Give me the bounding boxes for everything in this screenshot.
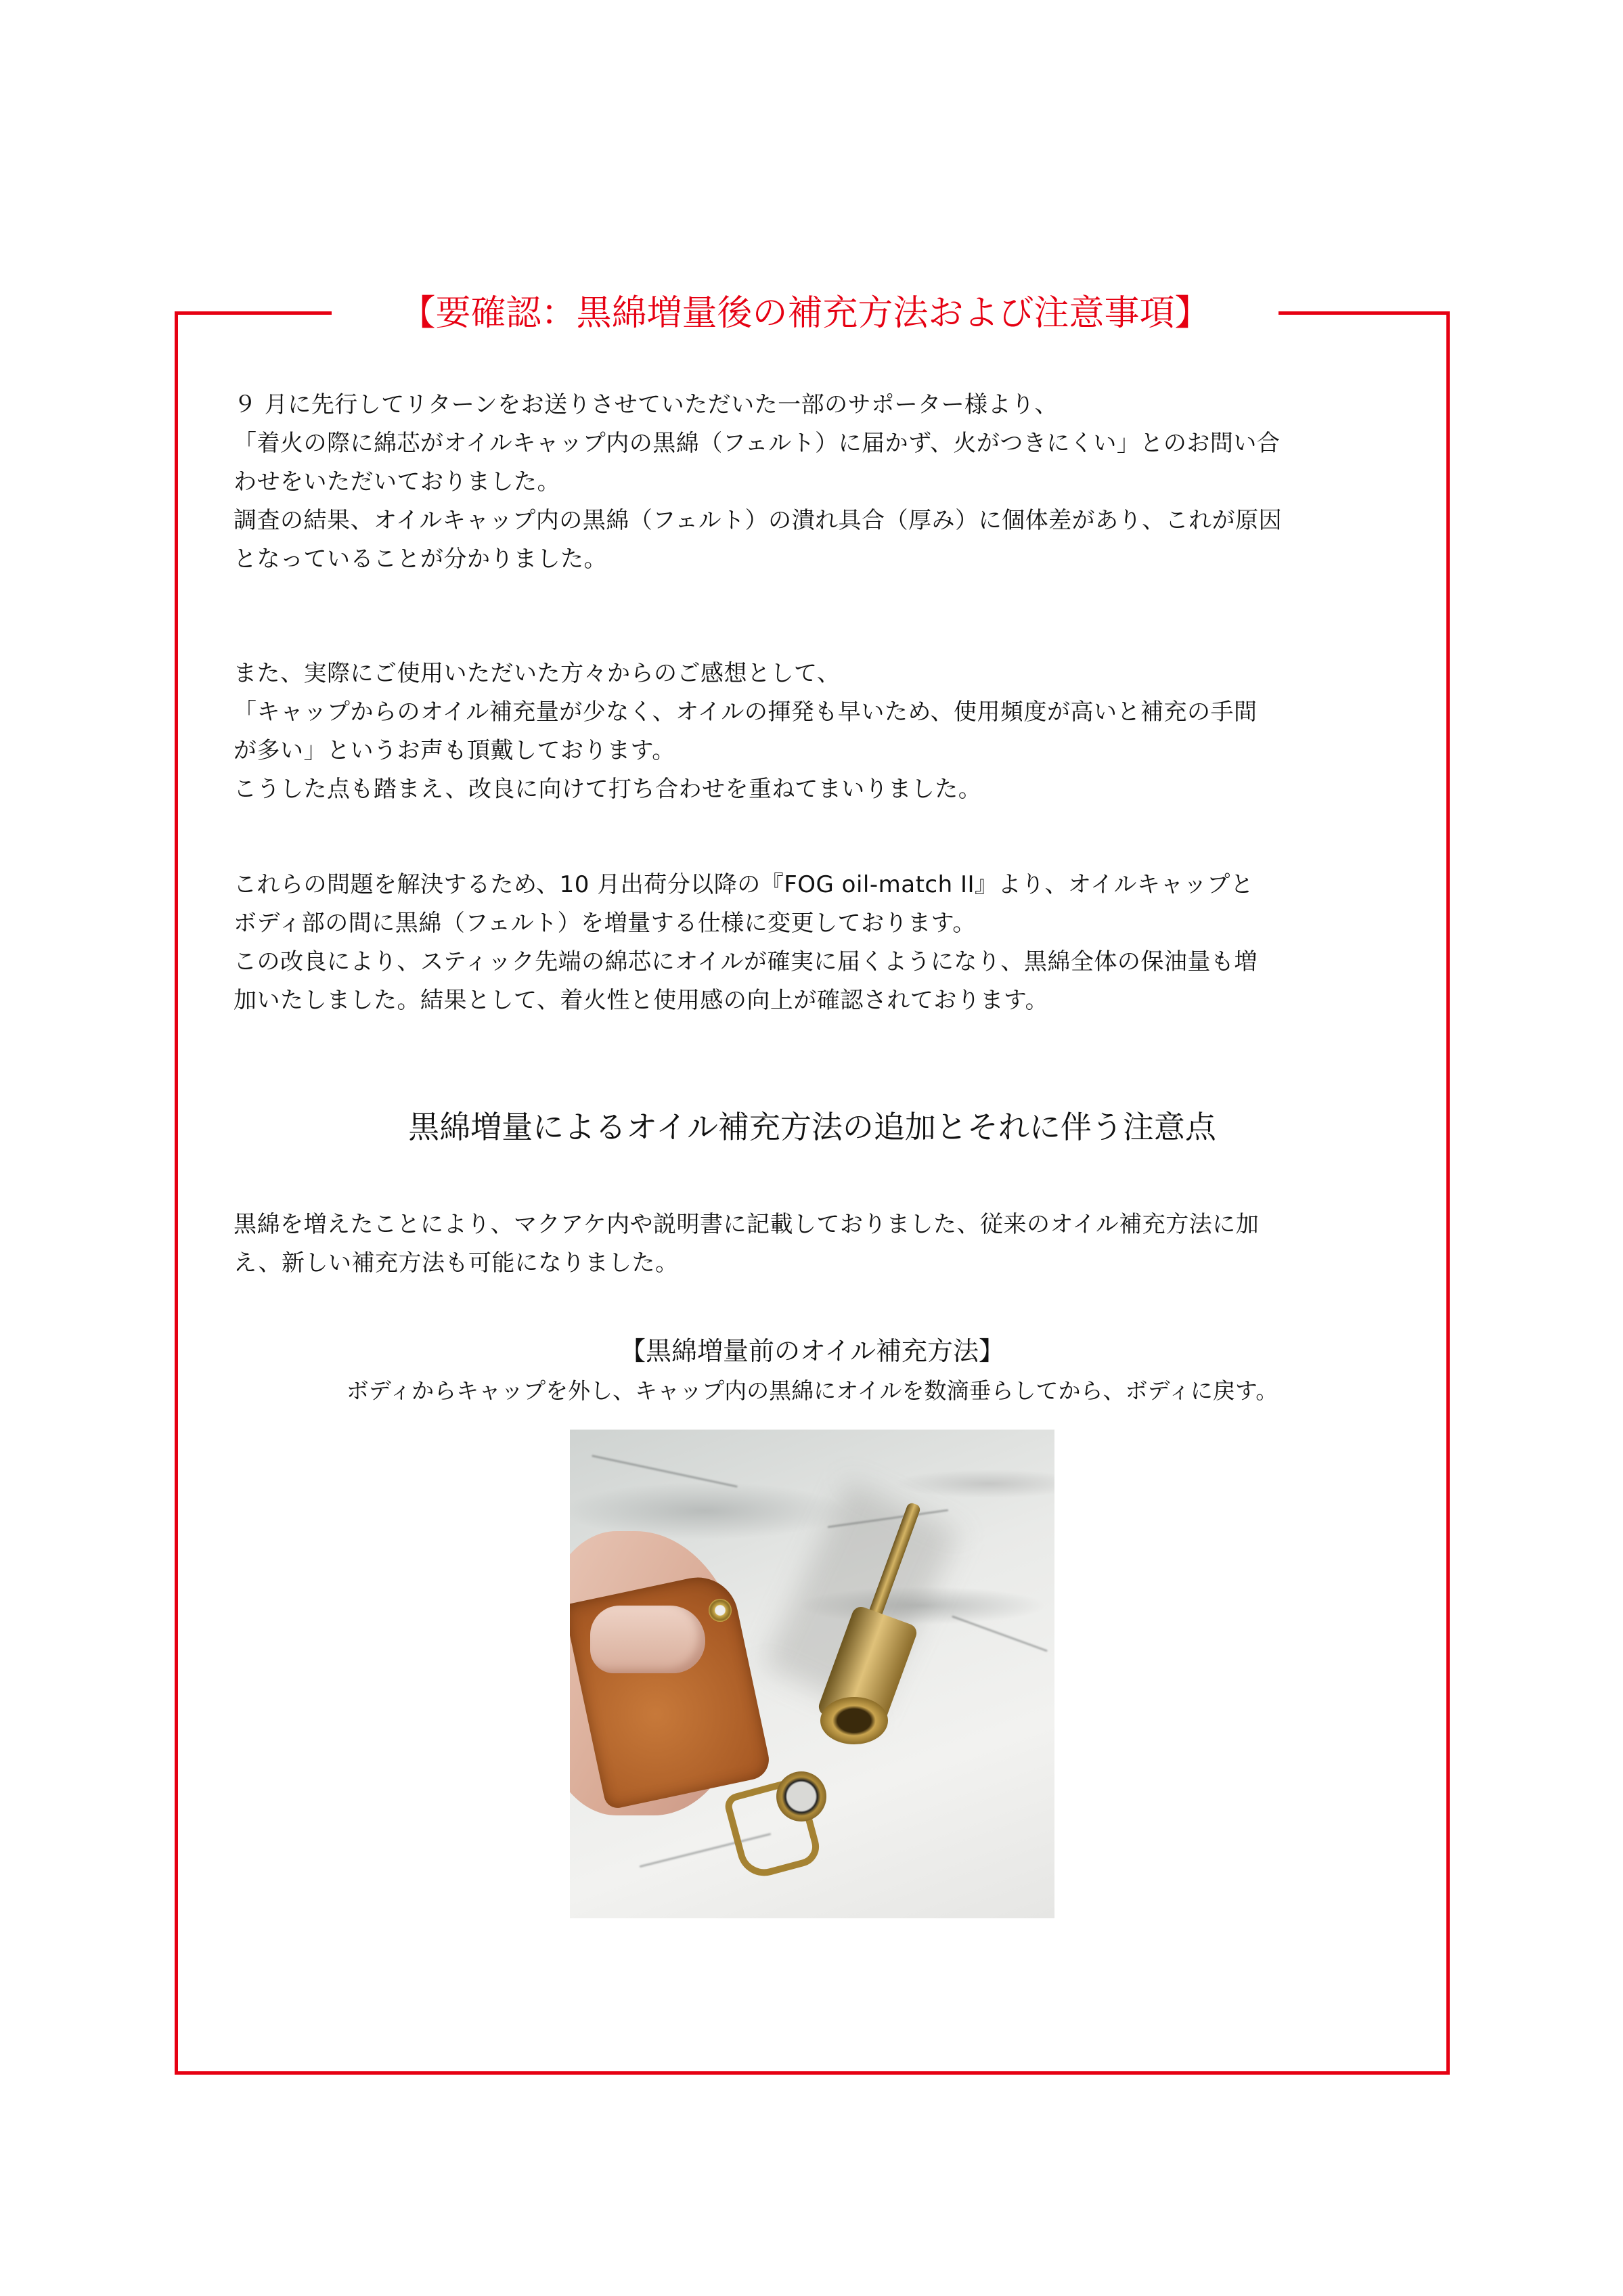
marble-vein [952, 1615, 1048, 1652]
brass-grommet [709, 1599, 732, 1622]
intro-paragraph [234, 1206, 1398, 1283]
brass-stick-end [820, 1697, 888, 1744]
paragraph-line: 加いたしました。結果として、着火性と使用感の向上が確認されております。 [234, 987, 1049, 1014]
paragraph-line: ９ 月に先行してリターンをお送りさせていただいた一部のサポーター様より、 [234, 391, 1059, 418]
figure-caption-description: ボディからキャップを外し、キャップ内の黒綿にオイルを数滴垂らしてから、ボディに戻す。 [346, 1377, 1279, 1404]
paragraph-line: この改良により、スティック先端の綿芯にオイルが確実に届くようになり、黒綿全体の保油量も増 [234, 948, 1258, 975]
section-subheading: 黒綿増量によるオイル補充方法の追加とそれに伴う注意点 [408, 1109, 1216, 1145]
paragraph-line: また、実際にご使用いただいた方々からのご感想として、 [234, 660, 841, 687]
product-photo [570, 1430, 1054, 1918]
thumb [590, 1606, 705, 1673]
paragraph-2 [234, 655, 1398, 809]
oil-cap-felt [776, 1771, 826, 1822]
paragraph-line: 「キャップからのオイル補充量が少なく、オイルの揮発も早いため、使用頻度が高いと補充の手間 [234, 699, 1258, 726]
paragraph-line: え、新しい補充方法も可能になりました。 [234, 1250, 679, 1277]
paragraph-line: ボディ部の間に黒綿（フェルト）を増量する仕様に変更しております。 [234, 910, 976, 937]
paragraph-line: 「着火の際に綿芯がオイルキャップ内の黒綿（フェルト）に届かず、火がつきにくい」とのお問い合 [234, 430, 1281, 457]
frame-top-right-rule [1279, 311, 1446, 315]
paragraph-line: こうした点も踏まえ、改良に向けて打ち合わせを重ねてまいりました。 [234, 776, 982, 803]
paragraph-line: これらの問題を解決するため、10 月出荷分以降の『FOG oil-match II』より、オイルキャップと [234, 871, 1254, 898]
paragraph-line: が多い」というお声も頂戴しております。 [234, 737, 675, 764]
marble-vein [592, 1455, 738, 1488]
paragraph-3 [234, 866, 1398, 1020]
paragraph-1 [234, 386, 1398, 579]
paragraph-line: となっていることが分かりました。 [234, 546, 607, 573]
figure-caption-title: 【黒綿増量前のオイル補充方法】 [619, 1336, 1005, 1366]
frame-top-left-rule [175, 311, 332, 315]
paragraph-line: わせをいただいておりました。 [234, 468, 560, 495]
notice-title: 【要確認：黒綿増量後の補充方法および注意事項】 [400, 293, 1210, 334]
paragraph-line: 黒綿を増えたことにより、マクアケ内や説明書に記載しておりました、従来のオイル補充方法に加 [234, 1211, 1260, 1238]
paragraph-line: 調査の結果、オイルキャップ内の黒綿（フェルト）の潰れ具合（厚み）に個体差があり、これが原因 [234, 507, 1283, 534]
